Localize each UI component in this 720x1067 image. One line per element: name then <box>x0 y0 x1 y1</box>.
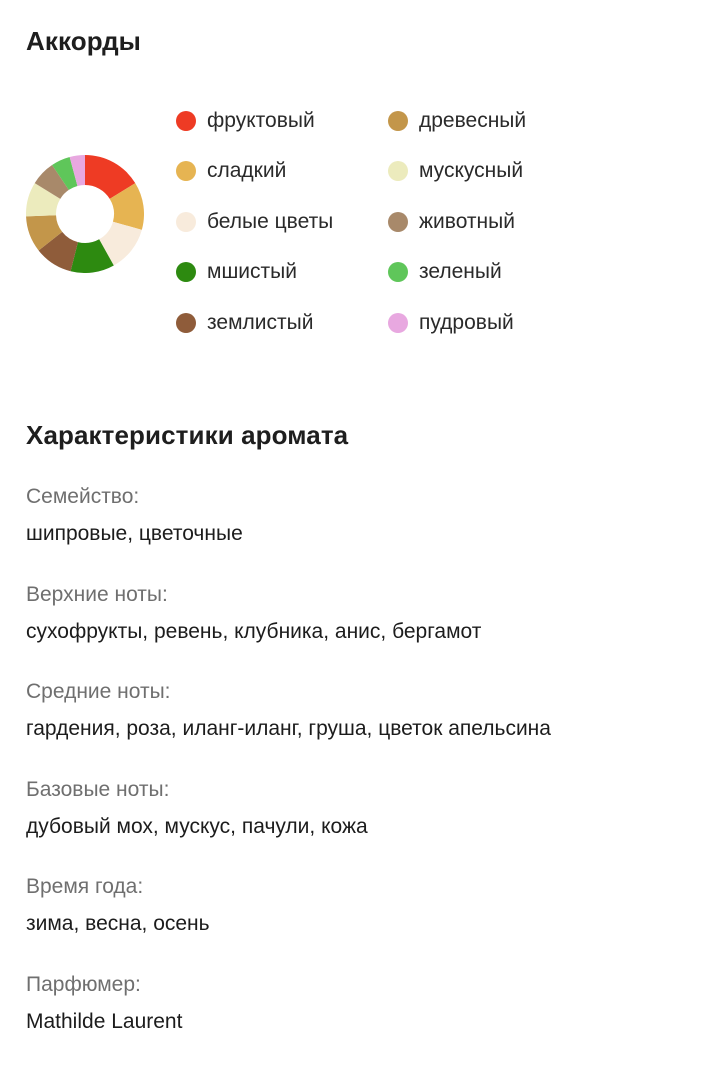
legend-color-dot <box>176 212 196 232</box>
characteristics-title: Характеристики аромата <box>26 420 348 451</box>
legend-item <box>176 205 388 239</box>
accords-donut-chart <box>26 155 144 273</box>
legend-label: зеленый <box>419 260 502 284</box>
legend-color-dot <box>388 212 408 232</box>
legend-color-dot <box>176 313 196 333</box>
legend-color-dot <box>176 111 196 131</box>
legend-color-dot <box>176 161 196 181</box>
characteristic-item <box>26 677 706 775</box>
characteristic-item <box>26 580 706 678</box>
legend-color-dot <box>388 111 408 131</box>
legend-label: древесный <box>419 109 526 133</box>
legend-item <box>176 306 388 340</box>
characteristic-label: Семейство: <box>26 482 706 512</box>
characteristic-item <box>26 482 706 580</box>
legend-color-dot <box>176 262 196 282</box>
legend-item <box>388 306 588 340</box>
legend-item <box>388 205 588 239</box>
characteristic-label: Верхние ноты: <box>26 580 706 610</box>
legend-item <box>176 255 388 289</box>
characteristic-item <box>26 970 706 1067</box>
legend-item <box>388 154 588 188</box>
characteristic-value: шипровые, цветочные <box>26 519 706 549</box>
characteristic-item <box>26 872 706 970</box>
legend-label: сладкий <box>207 159 286 183</box>
legend-item <box>388 104 588 138</box>
characteristic-label: Парфюмер: <box>26 970 706 1000</box>
accords-legend <box>176 104 596 356</box>
legend-label: землистый <box>207 311 313 335</box>
characteristic-value: Mathilde Laurent <box>26 1007 706 1037</box>
donut-svg <box>26 155 144 273</box>
legend-label: пудровый <box>419 311 514 335</box>
legend-color-dot <box>388 313 408 333</box>
characteristic-label: Время года: <box>26 872 706 902</box>
legend-item <box>176 104 388 138</box>
characteristic-value: дубовый мох, мускус, пачули, кожа <box>26 812 706 842</box>
accords-title: Аккорды <box>26 26 141 57</box>
legend-label: мшистый <box>207 260 297 284</box>
characteristic-value: сухофрукты, ревень, клубника, анис, бергамот <box>26 617 706 647</box>
legend-item <box>176 154 388 188</box>
legend-color-dot <box>388 262 408 282</box>
characteristic-value: гардения, роза, иланг-иланг, груша, цветок апельсина <box>26 714 706 744</box>
legend-label: мускусный <box>419 159 523 183</box>
characteristic-label: Базовые ноты: <box>26 775 706 805</box>
characteristic-label: Средние ноты: <box>26 677 706 707</box>
legend-color-dot <box>388 161 408 181</box>
legend-label: фруктовый <box>207 109 315 133</box>
characteristics-list <box>26 482 706 1067</box>
legend-item <box>388 255 588 289</box>
characteristic-item <box>26 775 706 873</box>
legend-label: животный <box>419 210 515 234</box>
legend-label: белые цветы <box>207 210 333 234</box>
characteristic-value: зима, весна, осень <box>26 909 706 939</box>
